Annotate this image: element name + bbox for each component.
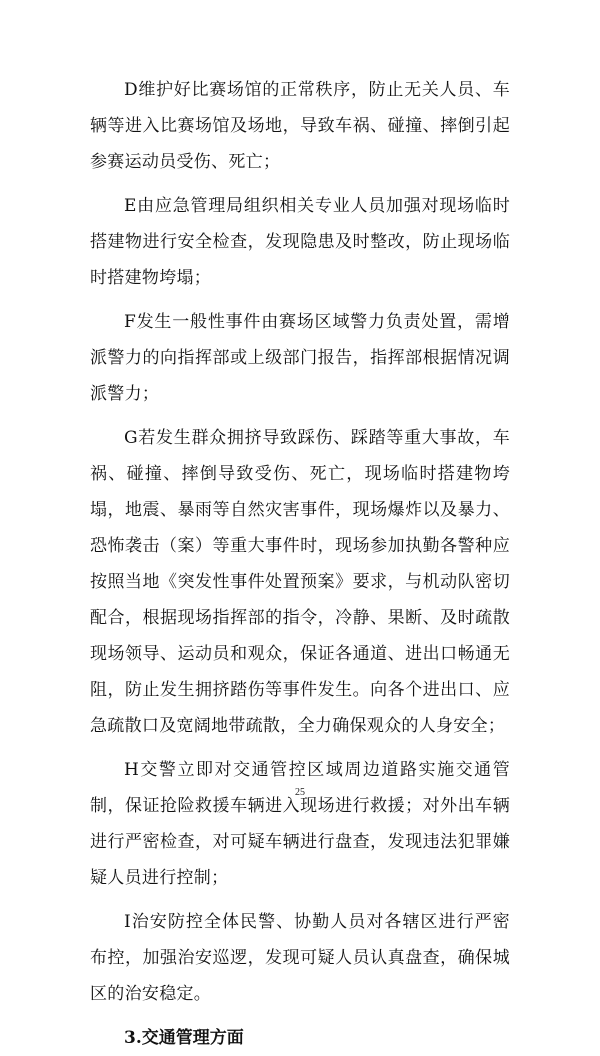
- paragraph-f: F发生一般性事件由赛场区域警力负责处置，需增派警力的向指挥部或上级部门报告，指挥部根据情况调派警力；: [90, 312, 510, 404]
- page-number: 25: [295, 787, 305, 798]
- paragraph-e: E由应急管理局组织相关专业人员加强对现场临时搭建物进行安全检查，发现隐患及时整改，防止现场临时搭建物垮塌；: [90, 196, 510, 288]
- paragraph-h: H交警立即对交通管控区域周边道路实施交通管制，保证抢险救援车辆进入现场进行救援；对外出车辆进行严密检查，对可疑车辆进行盘查，发现违法犯罪嫌疑人员进行控制；: [90, 760, 510, 888]
- paragraph-g: G若发生群众拥挤导致踩伤、踩踏等重大事故，车祸、碰撞、摔倒导致受伤、死亡，现场临时搭建物垮塌，地震、暴雨等自然灾害事件，现场爆炸以及暴力、恐怖袭击（案）等重大事件时，现场参加执勤各警种应按照当地《突发性事件处置预案》要求，与机动队密切配合，根据现场指挥部的指令，冷静、果断、及时疏散现场领导、运动员和观众，保证各通道、进出口畅通无阻，防止发生拥挤踏伤等事件发生。向各个进出口、应急疏散口及宽阔地带疏散，全力确保观众的人身安全；: [90, 428, 510, 736]
- section-heading: 3.交通管理方面: [124, 1028, 244, 1048]
- paragraph-i: I治安防控全体民警、协勤人员对各辖区进行严密布控，加强治安巡逻，发现可疑人员认真盘查，确保城区的治安稳定。: [90, 912, 510, 1004]
- paragraph-d: D维护好比赛场馆的正常秩序，防止无关人员、车辆等进入比赛场馆及场地，导致车祸、碰撞、摔倒引起参赛运动员受伤、死亡；: [90, 80, 510, 172]
- document-body: [90, 72, 510, 1056]
